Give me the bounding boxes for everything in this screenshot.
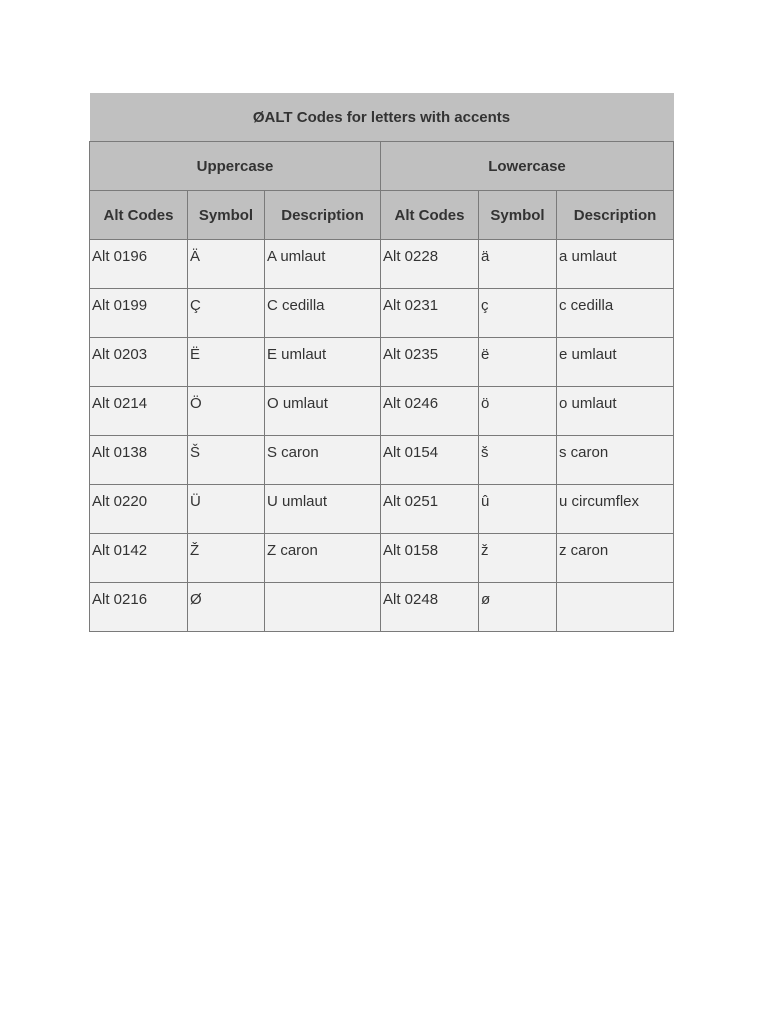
- table-row: [90, 534, 674, 583]
- table-row: [90, 436, 674, 485]
- cell-symbol: Ø: [188, 583, 265, 632]
- cell-description: e umlaut: [557, 338, 674, 387]
- alt-codes-table-container: [89, 93, 673, 632]
- column-header-symbol-upper: Symbol: [188, 191, 265, 240]
- uppercase-group-header: Uppercase: [90, 142, 381, 191]
- cell-description: C cedilla: [265, 289, 381, 338]
- cell-alt-code: Alt 0246: [381, 387, 479, 436]
- lowercase-group-header: Lowercase: [381, 142, 674, 191]
- cell-alt-code: Alt 0228: [381, 240, 479, 289]
- cell-symbol: Ž: [188, 534, 265, 583]
- cell-alt-code: Alt 0235: [381, 338, 479, 387]
- cell-description: [265, 583, 381, 632]
- cell-description: U umlaut: [265, 485, 381, 534]
- cell-description: s caron: [557, 436, 674, 485]
- table-row: [90, 240, 674, 289]
- cell-symbol: ë: [479, 338, 557, 387]
- cell-description: Z caron: [265, 534, 381, 583]
- table-title-row: [90, 93, 674, 142]
- cell-alt-code: Alt 0216: [90, 583, 188, 632]
- cell-symbol: ž: [479, 534, 557, 583]
- cell-alt-code: Alt 0196: [90, 240, 188, 289]
- table-row: [90, 387, 674, 436]
- cell-description: z caron: [557, 534, 674, 583]
- cell-alt-code: Alt 0158: [381, 534, 479, 583]
- cell-alt-code: Alt 0251: [381, 485, 479, 534]
- column-header-alt-codes-lower: Alt Codes: [381, 191, 479, 240]
- table-row: [90, 289, 674, 338]
- cell-description: O umlaut: [265, 387, 381, 436]
- cell-description: S caron: [265, 436, 381, 485]
- cell-alt-code: Alt 0231: [381, 289, 479, 338]
- cell-symbol: ä: [479, 240, 557, 289]
- table-title: ØALT Codes for letters with accents: [90, 93, 674, 142]
- cell-symbol: Ë: [188, 338, 265, 387]
- column-header-row: [90, 191, 674, 240]
- cell-symbol: ö: [479, 387, 557, 436]
- cell-alt-code: Alt 0203: [90, 338, 188, 387]
- cell-symbol: ç: [479, 289, 557, 338]
- cell-description: c cedilla: [557, 289, 674, 338]
- table-row: [90, 583, 674, 632]
- cell-alt-code: Alt 0142: [90, 534, 188, 583]
- cell-symbol: ø: [479, 583, 557, 632]
- cell-alt-code: Alt 0214: [90, 387, 188, 436]
- cell-alt-code: Alt 0154: [381, 436, 479, 485]
- column-header-alt-codes-upper: Alt Codes: [90, 191, 188, 240]
- cell-alt-code: Alt 0220: [90, 485, 188, 534]
- cell-symbol: Š: [188, 436, 265, 485]
- cell-description: A umlaut: [265, 240, 381, 289]
- column-header-description-lower: Description: [557, 191, 674, 240]
- cell-description: a umlaut: [557, 240, 674, 289]
- alt-codes-table: [89, 93, 674, 632]
- group-header-row: [90, 142, 674, 191]
- cell-description: E umlaut: [265, 338, 381, 387]
- table-row: [90, 338, 674, 387]
- cell-description: u circumflex: [557, 485, 674, 534]
- cell-alt-code: Alt 0248: [381, 583, 479, 632]
- column-header-symbol-lower: Symbol: [479, 191, 557, 240]
- cell-description: [557, 583, 674, 632]
- cell-alt-code: Alt 0199: [90, 289, 188, 338]
- cell-alt-code: Alt 0138: [90, 436, 188, 485]
- cell-symbol: š: [479, 436, 557, 485]
- cell-symbol: Ü: [188, 485, 265, 534]
- column-header-description-upper: Description: [265, 191, 381, 240]
- cell-symbol: û: [479, 485, 557, 534]
- cell-symbol: Ç: [188, 289, 265, 338]
- table-row: [90, 485, 674, 534]
- cell-symbol: Ä: [188, 240, 265, 289]
- cell-symbol: Ö: [188, 387, 265, 436]
- cell-description: o umlaut: [557, 387, 674, 436]
